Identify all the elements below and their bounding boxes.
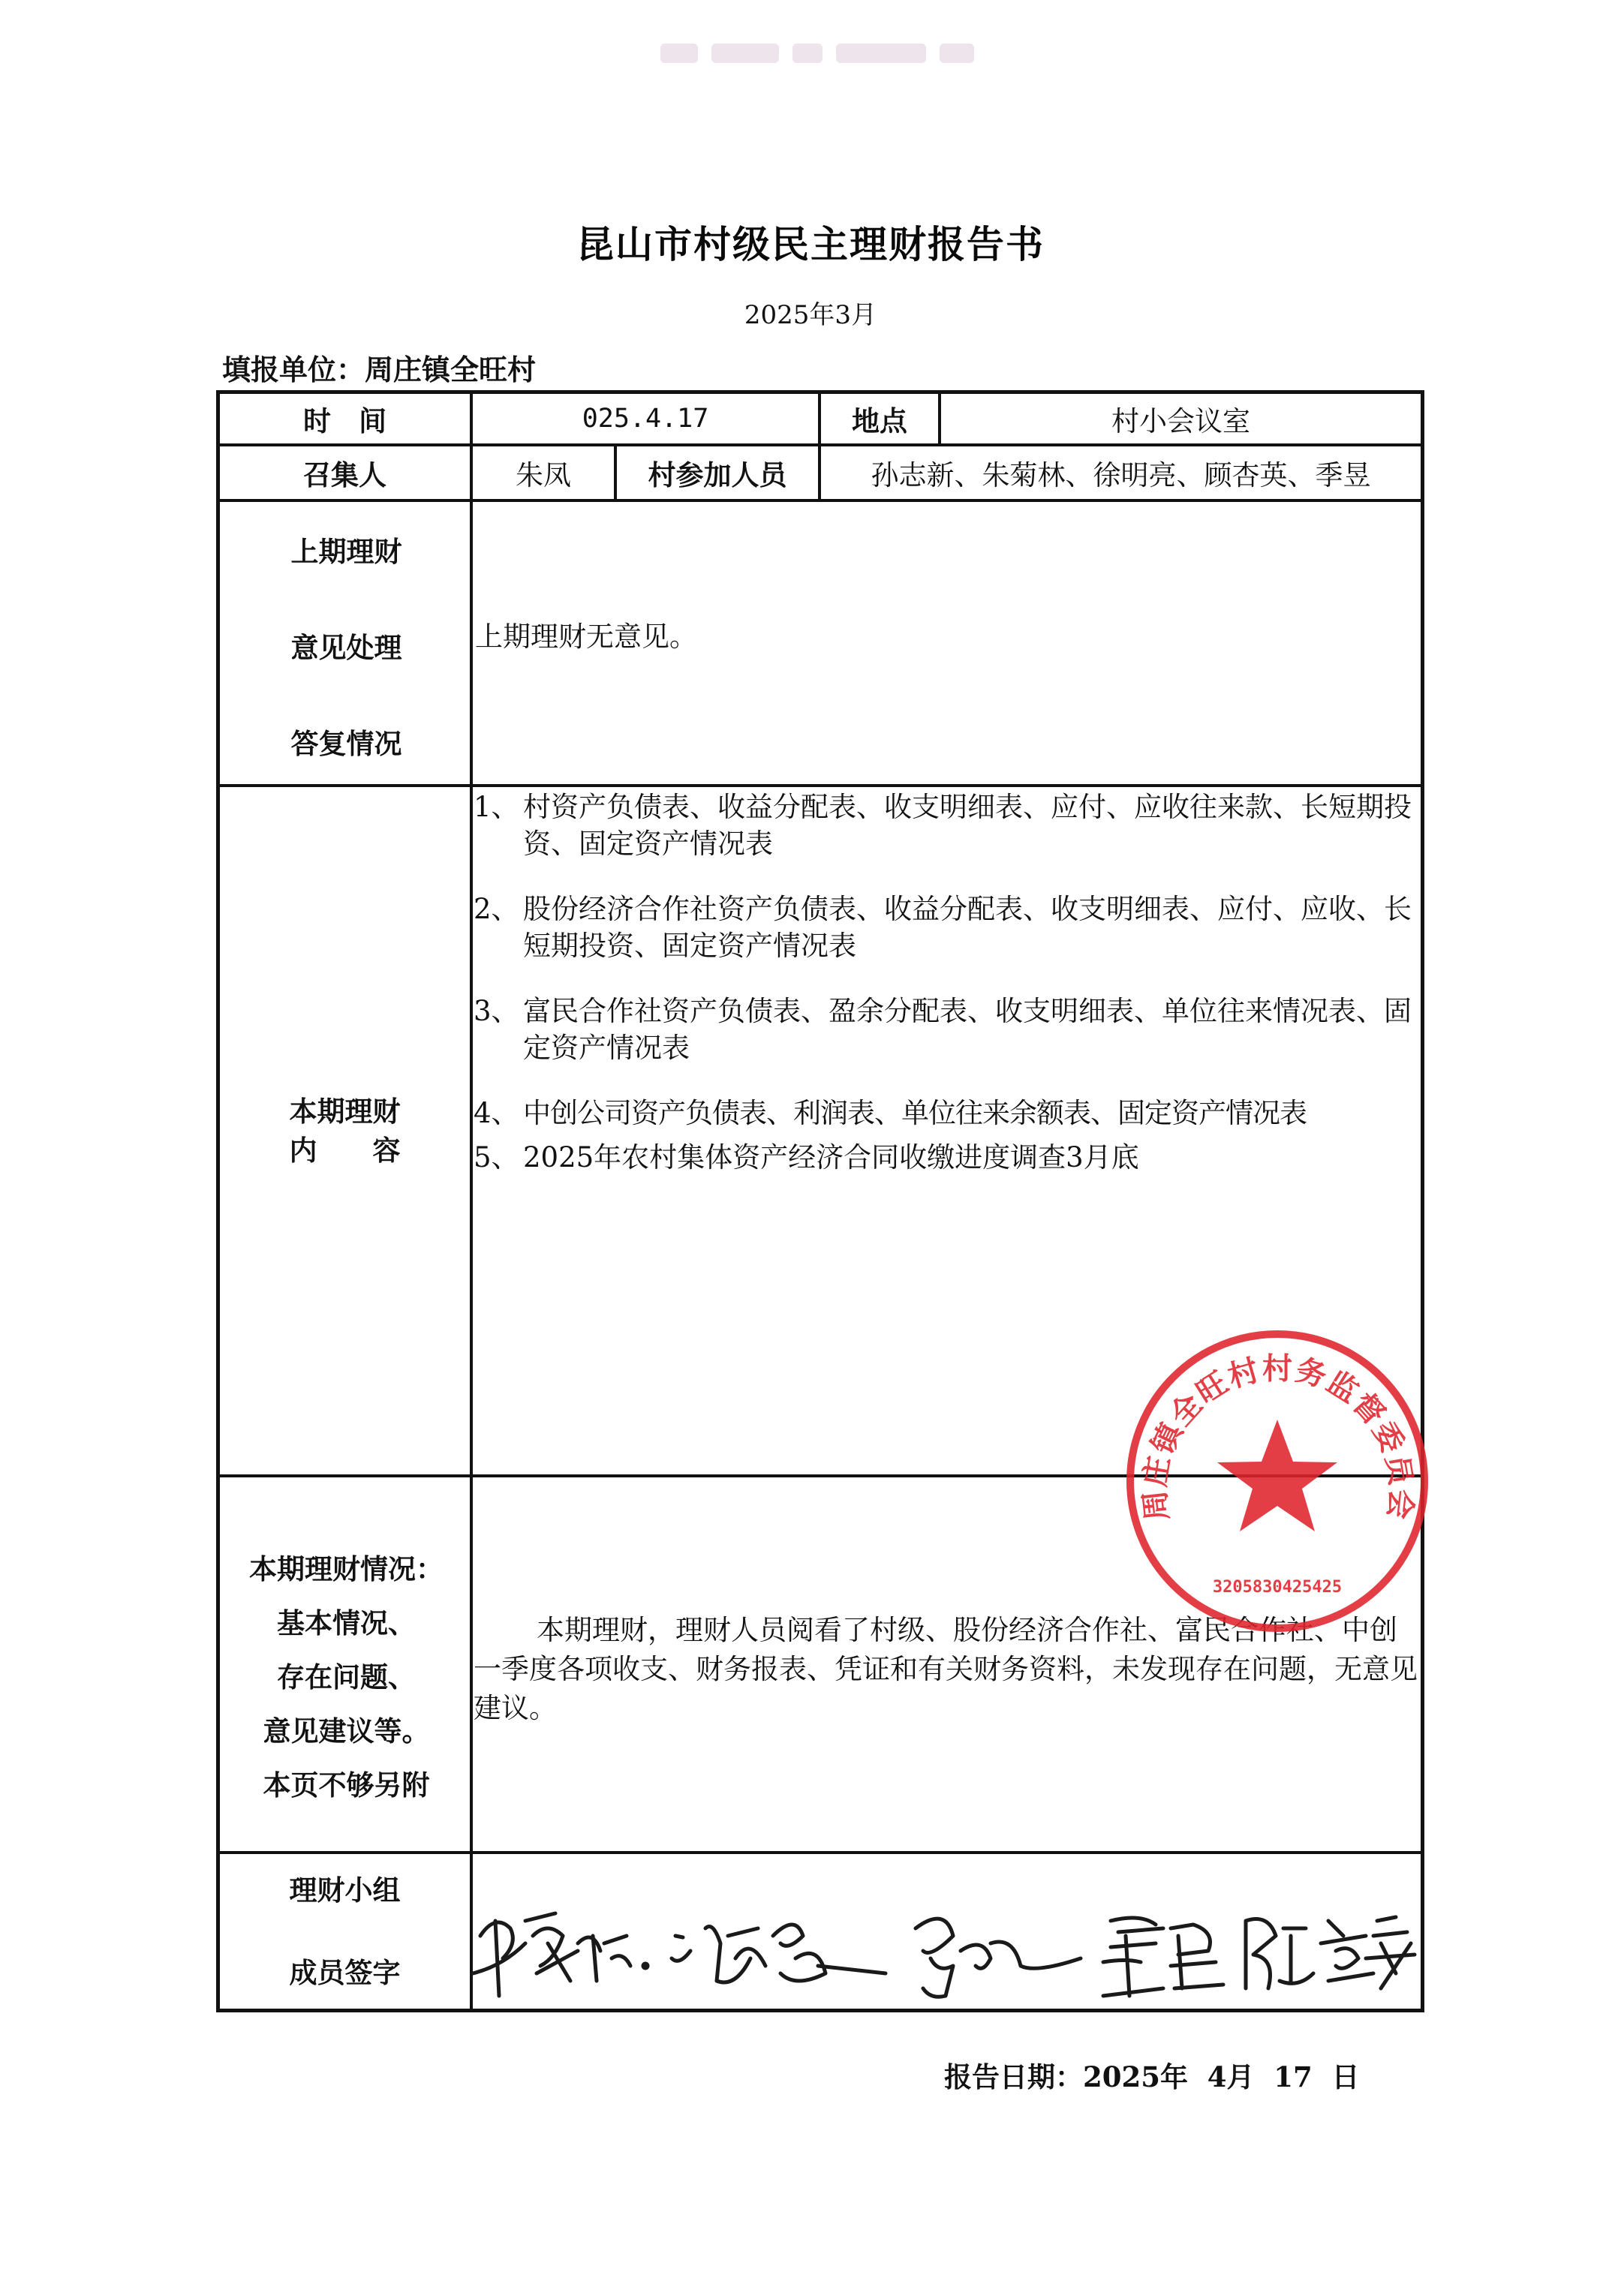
- time-label: 时 间: [303, 404, 386, 437]
- current-content-label: [220, 787, 470, 1474]
- report-period: 2025年3月: [744, 300, 877, 330]
- item-number: 1、: [474, 791, 519, 823]
- list-item: [474, 1095, 1421, 1131]
- convener-label: 召集人: [303, 458, 386, 491]
- list-item: [474, 1139, 1421, 1176]
- signature-label-line: 成员签字: [289, 1956, 401, 1989]
- previous-label-line: 上期理财: [290, 535, 402, 568]
- previous-label-line: 答复情况: [290, 727, 402, 760]
- participants-label: 村参加人员: [648, 458, 787, 491]
- summary-label-line: 意见建议等。: [263, 1714, 430, 1748]
- official-seal: [1120, 1324, 1435, 1639]
- item-number: 5、: [474, 1141, 519, 1174]
- seal-text: 周庄镇全旺村村务监督委员会: [1137, 1351, 1419, 1522]
- document-title: 昆山市村级民主理财报告书: [576, 222, 1045, 266]
- item-text: 中创公司资产负债表、利润表、单位往来余额表、固定资产情况表: [523, 1097, 1307, 1129]
- current-label-line: 内 容: [289, 1134, 401, 1167]
- summary-label-line: 基本情况、: [277, 1606, 416, 1639]
- item-text: 股份经济合作社资产负债表、收益分配表、收支明细表、应付、应收、长短期投资、固定资产情况表: [523, 893, 1412, 962]
- previous-response-text: 上期理财无意见。: [475, 621, 697, 653]
- meeting-date: 025.4.17: [582, 404, 709, 434]
- item-number: 4、: [474, 1097, 519, 1129]
- current-label-line: 本期理财: [289, 1095, 401, 1128]
- list-item: [474, 891, 1421, 964]
- list-item: [474, 993, 1421, 1066]
- handwritten-signatures: [465, 1891, 1418, 2003]
- item-number: 2、: [474, 893, 519, 925]
- convener-name: 朱凤: [516, 459, 571, 491]
- item-text: 富民合作社资产负债表、盈余分配表、收支明细表、单位往来情况表、固定资产情况表: [523, 995, 1412, 1064]
- summary-label-line: 本期理财情况：: [249, 1552, 444, 1585]
- summary-label: [220, 1542, 473, 1812]
- item-text: 村资产负债表、收益分配表、收支明细表、应付、应收往来款、长短期投资、固定资产情况表: [523, 791, 1412, 860]
- summary-label-line: 存在问题、: [277, 1660, 416, 1693]
- seal-code: 3205830425425: [1212, 1578, 1343, 1597]
- item-number: 3、: [474, 995, 519, 1027]
- previous-label-line: 意见处理: [290, 631, 402, 664]
- item-text: 2025年农村集体资产经济合同收缴进度调查3月底: [523, 1141, 1139, 1174]
- current-content-list: [474, 789, 1421, 1204]
- place-label: 地点: [852, 404, 907, 437]
- report-date: 报告日期：2025年 4月 17 日: [944, 2060, 1360, 2093]
- signature-label: [220, 1854, 470, 2009]
- bleed-through-mark: [660, 35, 976, 72]
- reporting-unit: 填报单位：周庄镇全旺村: [222, 353, 537, 386]
- summary-label-line: 本页不够另附: [263, 1769, 430, 1802]
- participants-list: 孙志新、朱菊林、徐明亮、顾杏英、季昱: [871, 459, 1371, 491]
- summary-text: 本期理财，理财人员阅看了村级、股份经济合作社、富民合作社、中创一季度各项收支、财务报表、凭证和有关财务资料，未发现存在问题，无意见建议。: [474, 1614, 1418, 1724]
- seal-star-icon: [1217, 1420, 1337, 1531]
- meeting-place: 村小会议室: [1111, 405, 1250, 437]
- report-form-table: [216, 390, 1424, 2012]
- signature-label-line: 理财小组: [289, 1874, 401, 1907]
- list-item: [474, 789, 1421, 862]
